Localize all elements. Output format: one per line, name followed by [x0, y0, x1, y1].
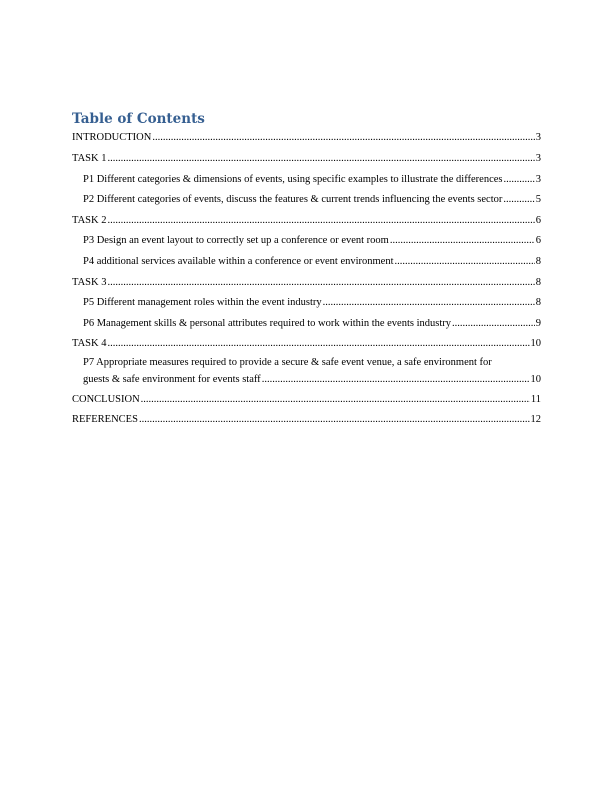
toc-page-number: 11	[530, 394, 541, 405]
toc-entry-text: TASK 4	[72, 338, 107, 349]
toc-page-number: 9	[535, 318, 541, 329]
toc-entry-p5[interactable]	[83, 296, 541, 309]
dot-leader	[323, 296, 535, 309]
toc-page-number: 6	[535, 235, 541, 246]
toc-entry-text: P3 Design an event layout to correctly set up a conference or event room	[83, 235, 389, 246]
dot-leader	[107, 152, 534, 165]
dot-leader	[107, 276, 534, 289]
toc-page-number: 12	[530, 414, 541, 425]
toc-entry-task-1[interactable]	[72, 152, 541, 165]
dot-leader	[107, 214, 534, 227]
toc-entry-p6[interactable]	[83, 317, 541, 330]
toc-entry-text: CONCLUSION	[72, 394, 140, 405]
toc-page-number: 8	[535, 277, 541, 288]
toc-entry-introduction[interactable]	[72, 131, 541, 144]
toc-entry-text: REFERENCES	[72, 414, 138, 425]
dot-leader	[262, 373, 530, 386]
toc-title: Table of Contents	[72, 111, 205, 127]
toc-entry-text: TASK 2	[72, 215, 107, 226]
toc-page-number: 10	[530, 374, 541, 385]
toc-entry-text: P1 Different categories & dimensions of events, using specific examples to illustrate the differences	[83, 174, 503, 185]
toc-entry-conclusion[interactable]	[72, 393, 541, 406]
toc-entry-task-2[interactable]	[72, 214, 541, 227]
toc-entry-task-3[interactable]	[72, 276, 541, 289]
toc-page-number: 3	[535, 132, 541, 143]
dot-leader	[107, 337, 529, 350]
toc-page-number: 8	[535, 297, 541, 308]
dot-leader	[152, 131, 534, 144]
toc-entry-p3[interactable]	[83, 234, 541, 247]
toc-entry-task-4[interactable]	[72, 337, 541, 350]
dot-leader	[452, 317, 535, 330]
toc-entry-text: TASK 3	[72, 277, 107, 288]
toc-entry-text: TASK 1	[72, 153, 107, 164]
toc-entry-text: P2 Different categories of events, discuss the features & current trends influencing the events sector	[83, 194, 503, 205]
dot-leader	[503, 193, 534, 206]
toc-entry-p7[interactable]	[83, 356, 541, 386]
toc-page-number: 3	[535, 174, 541, 185]
toc-entry-text-line-1: P7 Appropriate measures required to provide a secure & safe event venue, a safe environment for	[83, 357, 492, 368]
toc-entry-references[interactable]	[72, 413, 541, 426]
toc-page-number: 3	[535, 153, 541, 164]
toc-entry-text: P5 Different management roles within the event industry	[83, 297, 322, 308]
dot-leader	[395, 255, 535, 268]
dot-leader	[390, 234, 535, 247]
toc-entry-p1[interactable]	[83, 173, 541, 186]
toc-entry-text: P6 Management skills & personal attributes required to work within the events industry	[83, 318, 452, 329]
dot-leader	[141, 393, 530, 406]
dot-leader	[139, 413, 530, 426]
toc-page-number: 10	[530, 338, 541, 349]
toc-entry-text: P4 additional services available within a conference or event environment	[83, 256, 394, 267]
toc-page-number: 5	[535, 194, 541, 205]
toc-entry-text-line-2: guests & safe environment for events staff	[83, 374, 261, 385]
toc-page-number: 8	[535, 256, 541, 267]
dot-leader	[504, 173, 535, 186]
toc-page-number: 6	[535, 215, 541, 226]
toc-entry-text: INTRODUCTION	[72, 132, 152, 143]
toc-entry-p4[interactable]	[83, 255, 541, 268]
toc-entry-p2[interactable]	[83, 193, 541, 206]
